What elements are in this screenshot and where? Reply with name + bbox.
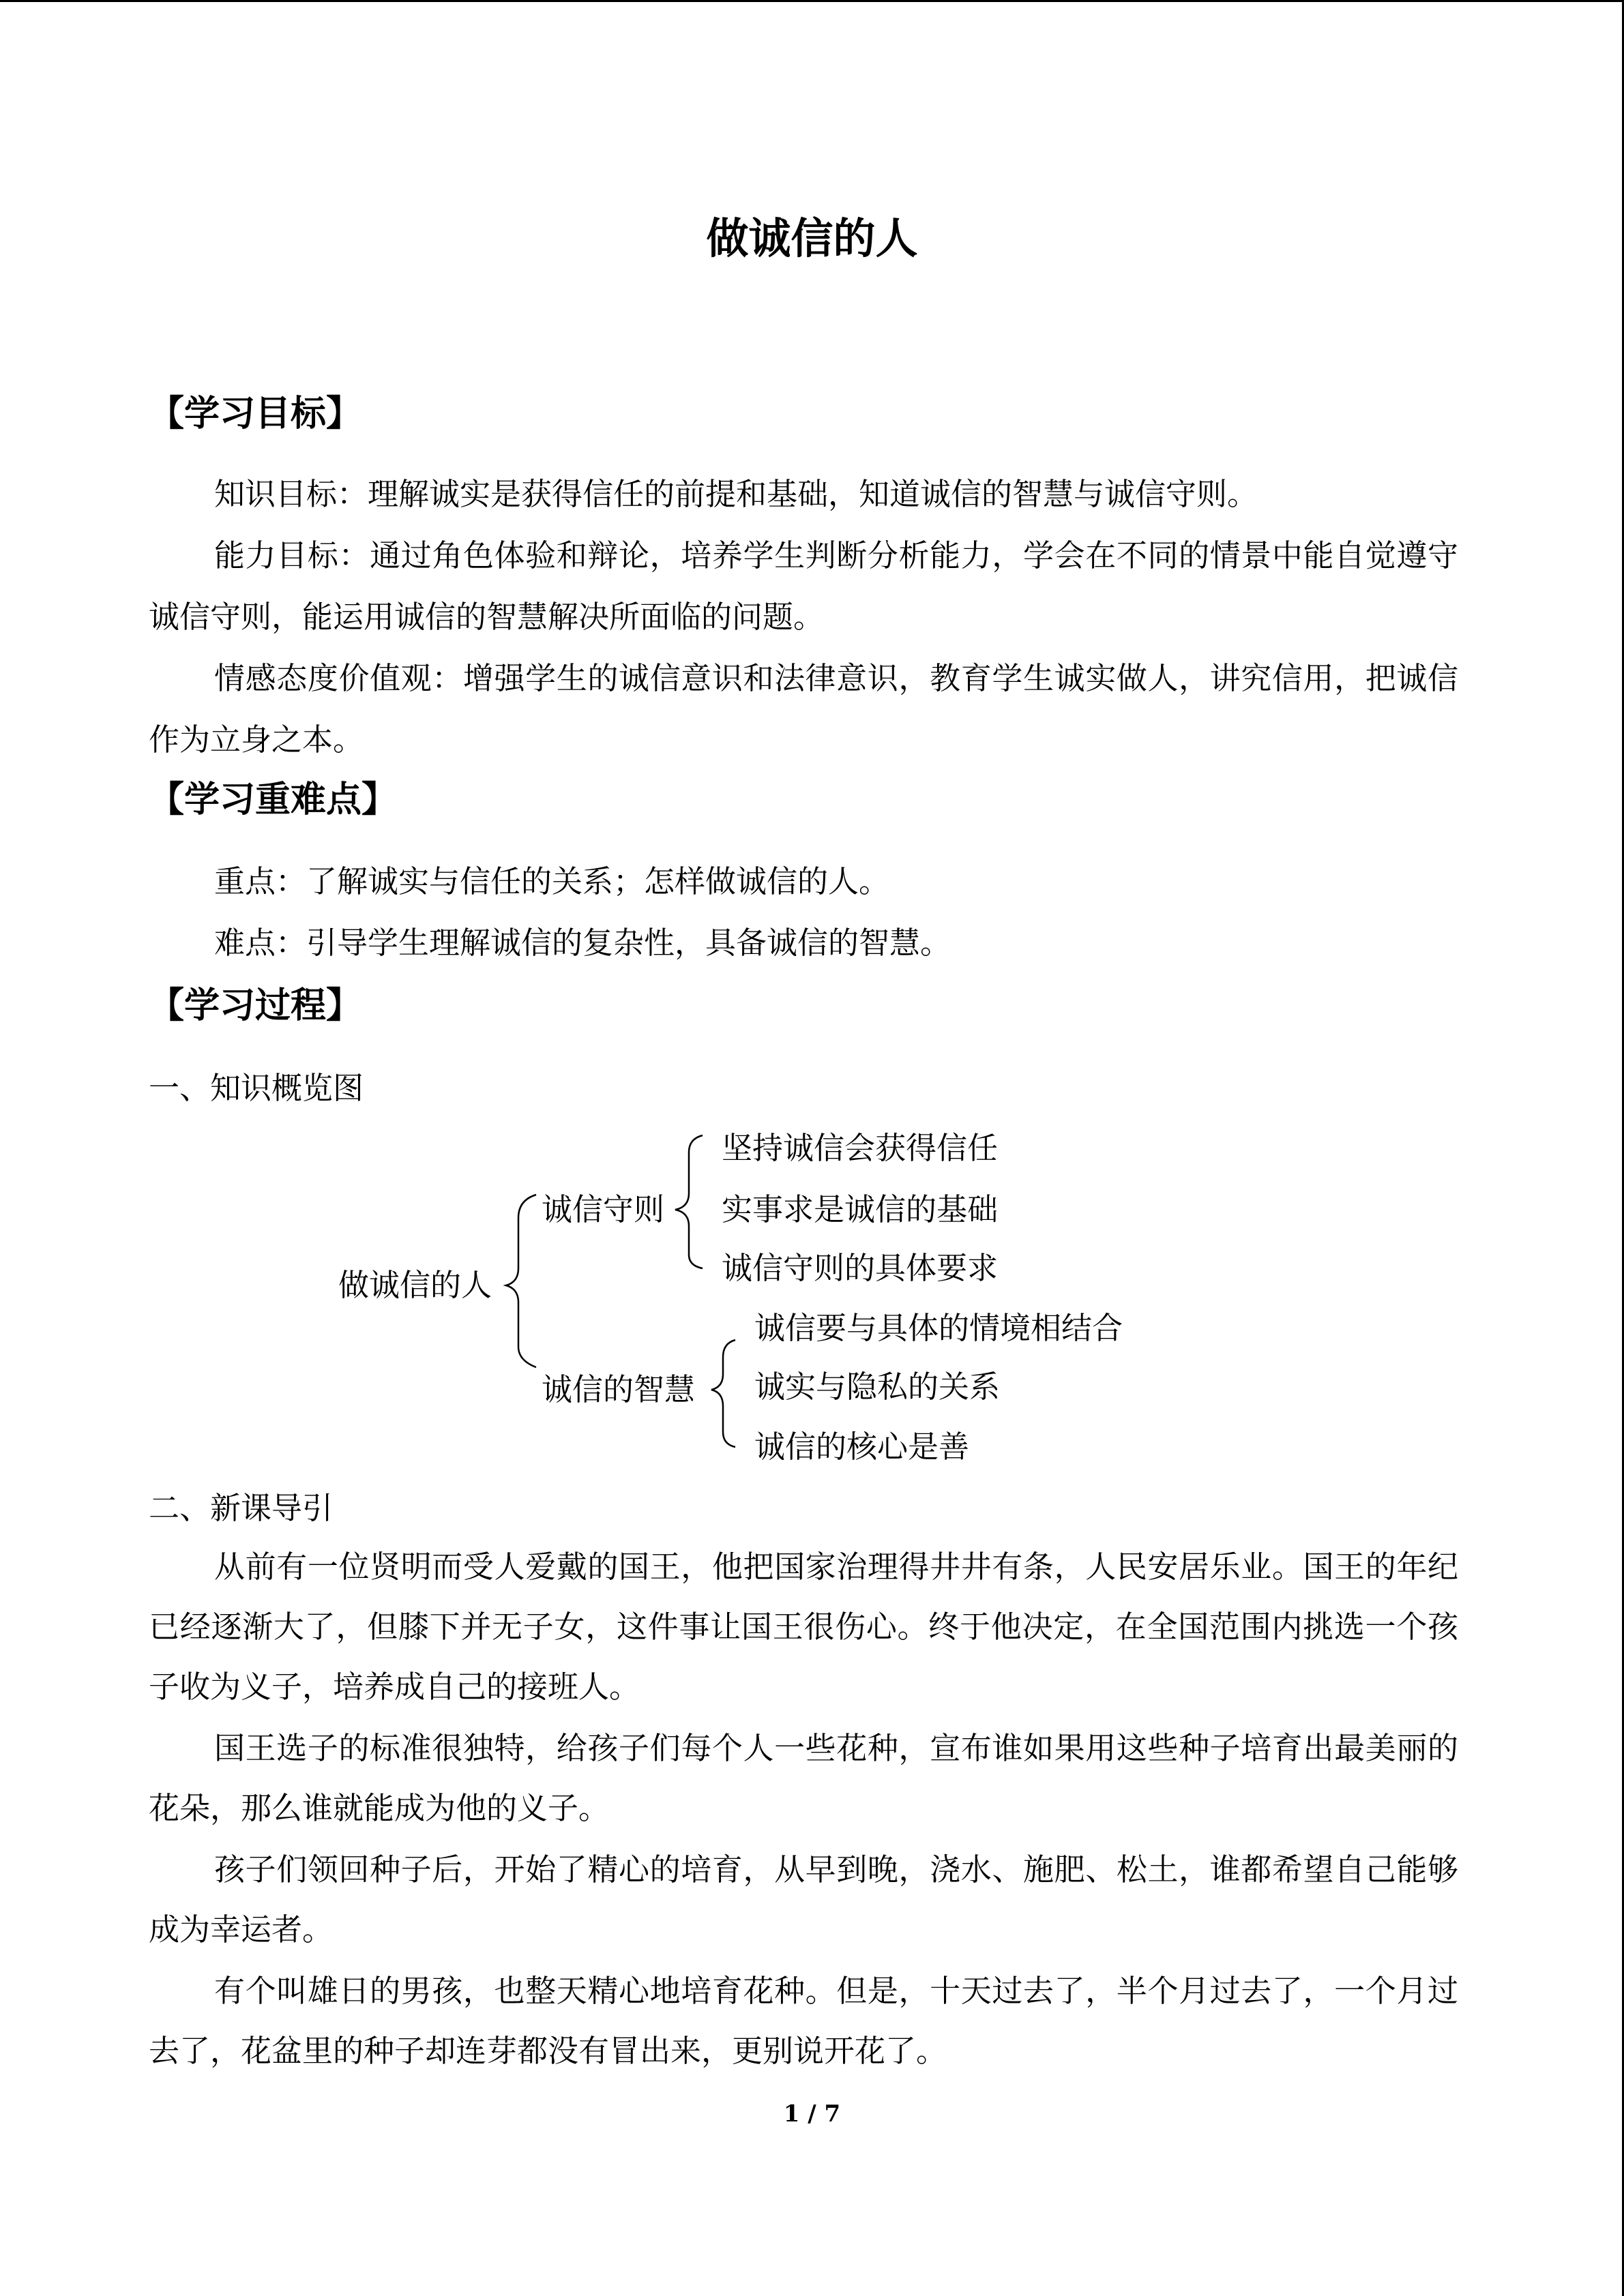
section-heading-goals: 【学习目标】 [149,393,362,434]
goal-ability: 能力目标：通过角色体验和辩论，培养学生判断分析能力，学会在不同的情景中能自觉遵守诚信守则，能运用诚信的智慧解决所面临的问题。 [149,537,1458,635]
branch2-brace [711,1340,735,1447]
tree-branch2-label: 诚信的智慧 [542,1371,696,1407]
tree-branch1-item: 坚持诚信会获得信任 [722,1130,999,1166]
section-heading-key-points: 【学习重难点】 [149,779,398,820]
tree-root-label: 做诚信的人 [338,1267,492,1303]
story-paragraph: 有个叫雄日的男孩，也整天精心地培育花种。但是，十天过去了，半个月过去了，一个月过去了，花盆里的种子却连芽都没有冒出来，更别说开花了。 [149,1973,1458,2069]
story-paragraph: 孩子们领回种子后，开始了精心的培育，从早到晚，浇水、施肥、松土，谁都希望自己能够成为幸运者。 [149,1851,1458,1948]
key-point-focus: 重点：了解诚实与信任的关系；怎样做诚信的人。 [214,863,890,899]
goal-knowledge: 知识目标：理解诚实是获得信任的前提和基础，知道诚信的智慧与诚信守则。 [214,476,1258,512]
goal-values: 情感态度价值观：增强学生的诚信意识和法律意识，教育学生诚实做人，讲究信用，把诚信作为立身之本。 [149,660,1458,758]
story-paragraph: 从前有一位贤明而受人爱戴的国王，他把国家治理得井井有条，人民安居乐业。国王的年纪已经逐渐大了，但膝下并无子女，这件事让国王很伤心。终于他决定，在全国范围内挑选一个孩子收为义子，培养成自己的接班人。 [149,1549,1458,1705]
branch1-brace [675,1135,703,1268]
tree-branch2-item: 诚信的核心是善 [754,1429,970,1465]
page-number: 1 / 7 [783,2100,841,2128]
section-heading-process: 【学习过程】 [149,985,362,1026]
intro-label: 二、新课导引 [149,1490,334,1526]
tree-branch1-item: 实事求是诚信的基础 [722,1191,999,1227]
tree-branch2-item: 诚信要与具体的情境相结合 [754,1310,1123,1346]
document-title: 做诚信的人 [706,213,918,263]
root-brace [506,1195,536,1367]
tree-branch1-item: 诚信守则的具体要求 [722,1250,999,1286]
story-paragraph: 国王选子的标准很独特，给孩子们每个人一些花种，宣布谁如果用这些种子培育出最美丽的花朵，那么谁就能成为他的义子。 [149,1730,1458,1826]
key-point-difficulty: 难点：引导学生理解诚信的复杂性，具备诚信的智慧。 [214,925,951,961]
overview-label: 一、知识概览图 [149,1070,364,1106]
tree-branch1-label: 诚信守则 [542,1191,665,1227]
tree-branch2-item: 诚实与隐私的关系 [754,1369,1001,1405]
